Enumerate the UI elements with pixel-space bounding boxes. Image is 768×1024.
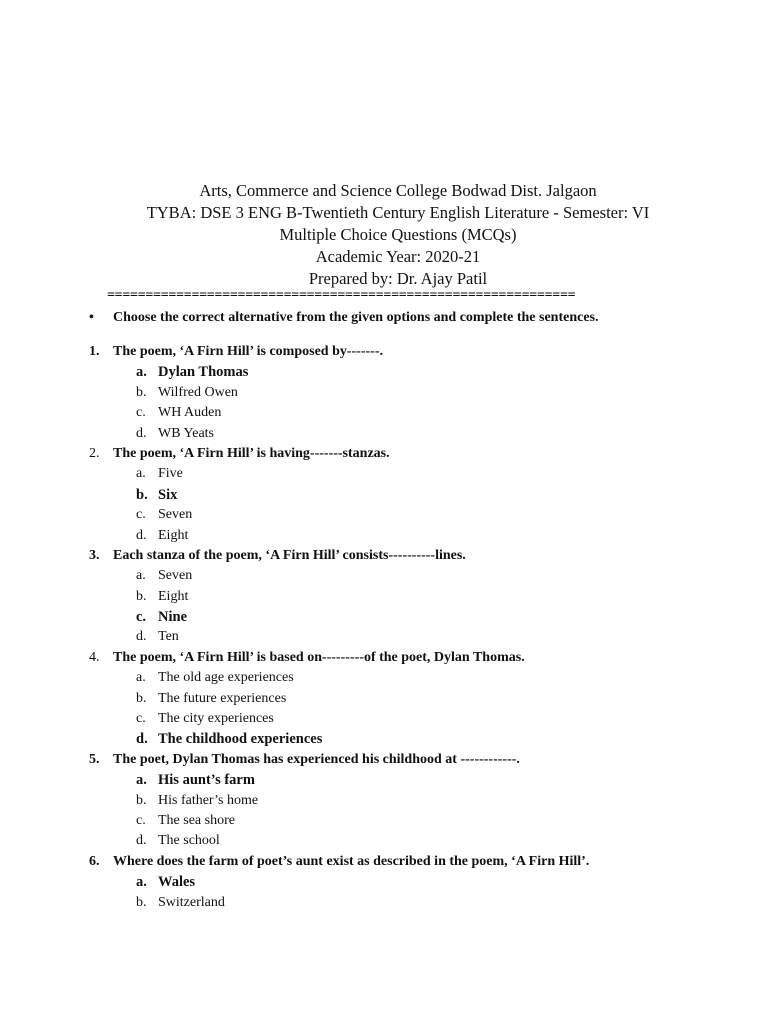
option: b. Wilfred Owen	[136, 384, 238, 400]
question-text: Each stanza of the poem, ‘A Firn Hill’ consists----------lines.	[113, 547, 466, 563]
option: b. His father’s home	[136, 792, 259, 808]
question-3	[89, 546, 729, 566]
option: c. WH Auden	[136, 405, 222, 421]
option: d. Ten	[136, 629, 179, 645]
academic-year: Academic Year: 2020-21	[315, 247, 481, 266]
option-correct: a. Wales	[136, 874, 196, 891]
option-correct: b. Six	[136, 486, 178, 503]
question-number: 5.	[89, 751, 100, 767]
question-text: The poem, ‘A Firn Hill’ is composed by-------.	[113, 344, 383, 359]
question-text: The poem, ‘A Firn Hill’ is based on---------of the poet, Dylan Thomas.	[113, 649, 525, 665]
question-4	[89, 648, 729, 668]
question-number: 2.	[89, 445, 100, 461]
question-6	[89, 852, 729, 872]
option: b. Switzerland	[136, 894, 225, 910]
option: c. The city experiences	[136, 711, 274, 727]
prepared-by: Prepared by: Dr. Ajay Patil	[308, 269, 488, 288]
option: c. The sea shore	[136, 812, 235, 828]
college-name: Arts, Commerce and Science College Bodwad Dist. Jalgaon	[199, 181, 597, 200]
option: b. Eight	[136, 588, 189, 604]
question-number: 4.	[89, 649, 100, 665]
option-correct: a. Dylan Thomas	[136, 364, 249, 381]
option: d. Eight	[136, 527, 189, 543]
document-type: Multiple Choice Questions (MCQs)	[279, 225, 517, 244]
instruction	[89, 308, 599, 328]
option-correct: c. Nine	[136, 609, 187, 626]
option-correct: a. His aunt’s farm	[136, 772, 255, 789]
option: a. The old age experiences	[136, 670, 294, 686]
option: d. The school	[136, 833, 220, 849]
course-title: TYBA: DSE 3 ENG B-Twentieth Century English Literature - Semester: VI	[146, 203, 650, 222]
question-list	[89, 342, 729, 913]
question-5	[89, 750, 729, 770]
option: d. WB Yeats	[136, 425, 215, 441]
question-text: The poet, Dylan Thomas has experienced his childhood at ------------.	[113, 751, 520, 767]
option: a. Seven	[136, 568, 193, 584]
bullet-icon: •	[89, 310, 94, 325]
option: a. Five	[136, 466, 183, 482]
option-correct: d. The childhood experiences	[136, 731, 323, 748]
question-text: The poem, ‘A Firn Hill’ is having-------stanzas.	[113, 445, 390, 461]
question-number: 1.	[89, 344, 100, 359]
separator-rule: =============================================================	[107, 288, 576, 303]
question-text: Where does the farm of poet’s aunt exist as described in the poem, ‘A Firn Hill’.	[113, 853, 590, 869]
question-number: 6.	[89, 853, 100, 869]
option: c. Seven	[136, 507, 193, 523]
document-header	[0, 180, 768, 290]
question-2	[89, 444, 729, 464]
instruction-text: Choose the correct alternative from the given options and complete the sentences.	[113, 310, 599, 325]
question-number: 3.	[89, 547, 100, 563]
question-1	[89, 342, 729, 362]
option: b. The future experiences	[136, 690, 287, 706]
